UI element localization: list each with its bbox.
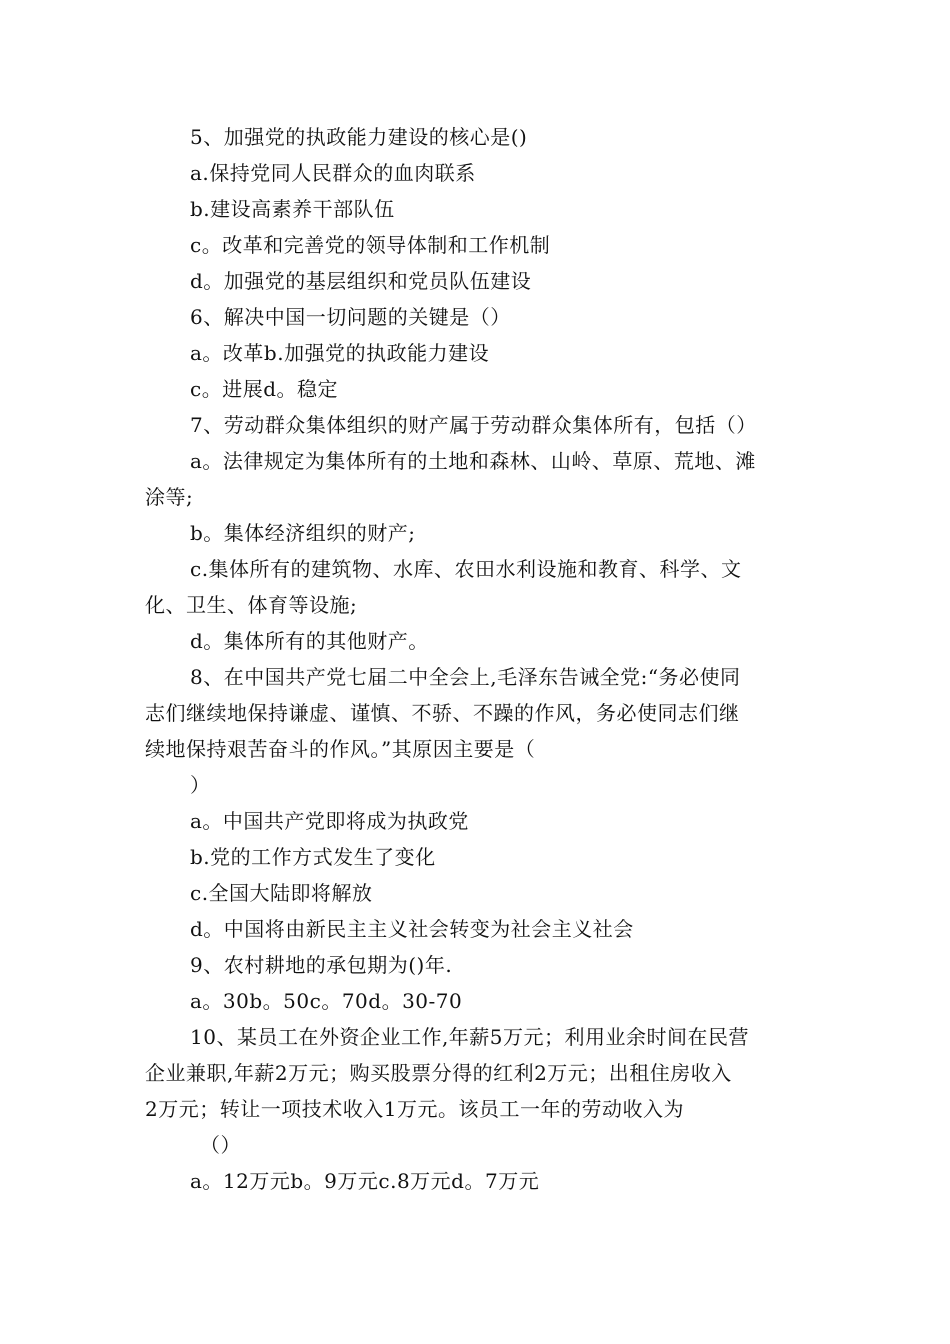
- question-10-stem-cont-1: 企业兼职,年薪2万元；购买股票分得的红利2万元；出租住房收入: [145, 1061, 732, 1085]
- question-8-paren: ）: [190, 773, 211, 797]
- question-10-options: a。12万元b。9万元c.8万元d。7万元: [190, 1169, 540, 1193]
- question-5-option-a: a.保持党同人民群众的血肉联系: [190, 161, 476, 185]
- question-7-option-b: b。集体经济组织的财产;: [190, 521, 416, 545]
- question-6-stem: 6、解决中国一切问题的关键是（）: [190, 305, 511, 329]
- question-7-option-a-cont: 涂等;: [145, 485, 194, 509]
- question-7-option-c: c.集体所有的建筑物、水库、农田水利设施和教育、科学、文: [190, 557, 742, 581]
- question-text-block: [145, 119, 810, 1199]
- question-5-option-d: d。加强党的基层组织和党员队伍建设: [190, 269, 532, 293]
- question-8-option-c: c.全国大陆即将解放: [190, 881, 373, 905]
- question-10-stem: 10、某员工在外资企业工作,年薪5万元；利用业余时间在民营: [190, 1025, 750, 1049]
- question-7-option-c-cont: 化、卫生、体育等设施;: [145, 593, 358, 617]
- question-8-stem-cont-2: 续地保持艰苦奋斗的作风。”其原因主要是（: [145, 737, 536, 761]
- question-10-paren: （）: [200, 1133, 241, 1157]
- question-9-options: a。30b。50c。70d。30-70: [190, 989, 463, 1013]
- question-7-option-a: a。法律规定为集体所有的土地和森林、山岭、草原、荒地、滩: [190, 449, 756, 473]
- question-8-option-d: d。中国将由新民主主义社会转变为社会主义社会: [190, 917, 634, 941]
- question-5-option-c: c。改革和完善党的领导体制和工作机制: [190, 233, 551, 257]
- question-8-stem-cont-1: 志们继续地保持谦虚、谨慎、不骄、不躁的作风，务必使同志们继: [145, 701, 740, 725]
- question-8-stem: 8、在中国共产党七届二中全会上,毛泽东告诫全党:“务必使同: [190, 665, 741, 689]
- question-5-stem: 5、加强党的执政能力建设的核心是(): [190, 125, 528, 149]
- question-6-options-cd: c。进展d。稳定: [190, 377, 339, 401]
- question-8-option-b: b.党的工作方式发生了变化: [190, 845, 436, 869]
- question-7-option-d: d。集体所有的其他财产。: [190, 629, 429, 653]
- question-10-stem-cont-2: 2万元；转让一项技术收入1万元。该员工一年的劳动收入为: [145, 1097, 684, 1121]
- question-7-stem: 7、劳动群众集体组织的财产属于劳动群众集体所有，包括（）: [190, 413, 757, 437]
- question-6-options-ab: a。改革b.加强党的执政能力建设: [190, 341, 490, 365]
- question-8-option-a: a。中国共产党即将成为执政党: [190, 809, 469, 833]
- question-5-option-b: b.建设高素养干部队伍: [190, 197, 395, 221]
- question-9-stem: 9、农村耕地的承包期为()年.: [190, 953, 453, 977]
